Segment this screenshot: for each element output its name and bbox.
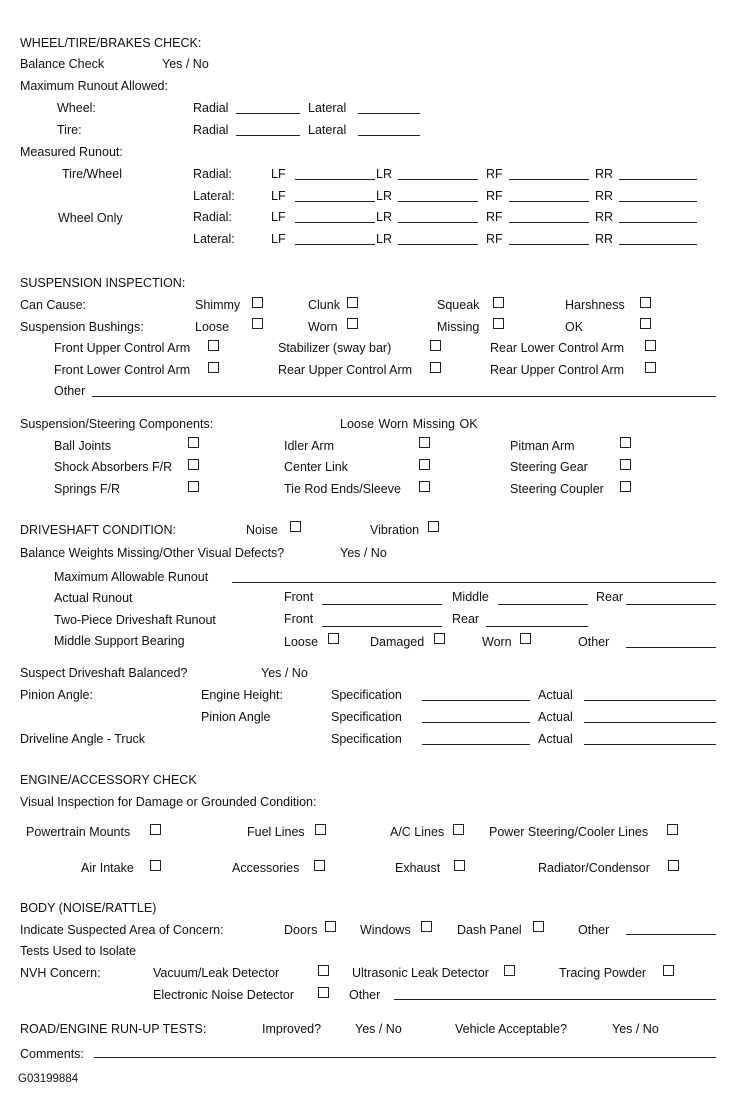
driveline-label: Driveline Angle - Truck [20,732,146,746]
msb-worn-checkbox[interactable] [520,633,531,644]
ruca-label-2: Rear Upper Control Arm [490,363,625,377]
air-intake-checkbox[interactable] [150,860,161,871]
pitman-arm-label: Pitman Arm [510,439,575,453]
vibration-checkbox[interactable] [428,521,439,532]
tracing-checkbox[interactable] [663,965,674,976]
vacuum-label: Vacuum/Leak Detector [153,966,280,980]
pinion-angle-label: Pinion Angle [201,710,271,724]
two-piece-front-field[interactable] [322,626,442,627]
nvh-other-field[interactable] [394,999,716,1000]
noise-checkbox[interactable] [290,521,301,532]
bushings-missing-checkbox[interactable] [493,318,504,329]
lateral-label: Lateral: [193,232,235,246]
specification-label: Specification [331,732,402,746]
accessories-checkbox[interactable] [314,860,325,871]
damaged-label: Damaged [370,635,425,649]
rr-label: RR [595,210,614,224]
shock-absorbers-checkbox[interactable] [188,459,199,470]
radial-label: Radial [193,123,229,137]
fuel-lines-label: Fuel Lines [247,825,305,839]
ball-joints-checkbox[interactable] [188,437,199,448]
pinion-angle-spec-field[interactable] [422,722,530,723]
lf-field[interactable] [295,222,375,223]
lf-label: LF [271,232,286,246]
shock-absorbers-label: Shock Absorbers F/R [54,460,173,474]
worn-label: Worn [482,635,512,649]
comments-label: Comments: [20,1047,84,1061]
rr-field[interactable] [619,222,697,223]
springs-checkbox[interactable] [188,481,199,492]
two-piece-label: Two-Piece Driveshaft Runout [54,613,216,627]
nvh-other-label: Other [349,988,381,1002]
tie-rod-checkbox[interactable] [419,481,430,492]
steering-gear-label: Steering Gear [510,460,588,474]
rear-label: Rear [452,612,480,626]
rf-label: RF [486,210,503,224]
fuca-label: Front Upper Control Arm [54,341,191,355]
bushings-label: Suspension Bushings: [20,320,144,334]
engine-height-label: Engine Height: [201,688,284,702]
clunk-checkbox[interactable] [347,297,358,308]
msb-loose-checkbox[interactable] [328,633,339,644]
ultrasonic-checkbox[interactable] [504,965,515,976]
specification-label: Specification [331,710,402,724]
radial-label: Radial: [193,210,232,224]
rr-label: RR [595,167,614,181]
stabilizer-checkbox[interactable] [430,340,441,351]
radial-label: Radial: [193,167,232,181]
rr-label: RR [595,189,614,203]
max-allowable-field[interactable] [232,582,716,583]
lateral-label: Lateral [308,123,347,137]
tire-label: Tire: [57,123,82,137]
vehicle-acceptable-label: Vehicle Acceptable? [455,1022,567,1036]
lr-label: LR [376,210,392,224]
flca-label: Front Lower Control Arm [54,363,191,377]
wheel-heading: WHEEL/TIRE/BRAKES CHECK: [20,36,202,50]
springs-label: Springs F/R [54,482,120,496]
rf-field[interactable] [509,222,589,223]
squeak-label: Squeak [437,298,480,312]
rr-field[interactable] [619,244,697,245]
middle-label: Middle [452,590,489,604]
rr-field[interactable] [619,201,697,202]
vacuum-checkbox[interactable] [318,965,329,976]
center-link-label: Center Link [284,460,348,474]
ball-joints-label: Ball Joints [54,439,111,453]
engine-heading: ENGINE/ACCESSORY CHECK [20,773,197,787]
rear-label: Rear [596,590,624,604]
lateral-label: Lateral [308,101,347,115]
body-other-label: Other [578,923,610,937]
lf-field[interactable] [295,244,375,245]
center-link-checkbox[interactable] [419,459,430,470]
wheel-lateral-field[interactable] [358,113,420,114]
wheel-label: Wheel: [57,101,96,115]
air-intake-label: Air Intake [81,861,134,875]
steering-gear-checkbox[interactable] [620,459,631,470]
accessories-label: Accessories [232,861,300,875]
lf-label: LF [271,210,286,224]
pitman-arm-checkbox[interactable] [620,437,631,448]
acceptable-yes-no[interactable]: Yes / No [612,1022,659,1036]
rf-field[interactable] [509,201,589,202]
exhaust-checkbox[interactable] [454,860,465,871]
loose-label: Loose [284,635,319,649]
rf-label: RF [486,232,503,246]
lf-field[interactable] [295,179,375,180]
figure-id: G03199884 [18,1073,79,1085]
other-label: Other [578,635,610,649]
suspension-heading: SUSPENSION INSPECTION: [20,276,186,290]
balance-weights-label: Balance Weights Missing/Other Visual Defects? [20,546,285,560]
road-heading: ROAD/ENGINE RUN-UP TESTS: [20,1022,207,1036]
body-heading: BODY (NOISE/RATTLE) [20,901,157,915]
lf-label: LF [271,189,286,203]
indicate-area-label: Indicate Suspected Area of Concern: [20,923,224,937]
idler-arm-label: Idler Arm [284,439,335,453]
flca-checkbox[interactable] [208,362,219,373]
body-other-field[interactable] [626,934,716,935]
tracing-label: Tracing Powder [559,966,647,980]
improved-label: Improved? [262,1022,322,1036]
msb-label: Middle Support Bearing [54,634,185,648]
harshness-checkbox[interactable] [640,297,651,308]
engine-height-spec-field[interactable] [422,700,530,701]
loose-label: Loose [195,320,230,334]
wheel-radial-field[interactable] [236,113,300,114]
balance-weights-yes-no[interactable]: Yes / No [340,546,387,560]
wheel-only-label: Wheel Only [58,211,123,225]
stabilizer-label: Stabilizer (sway bar) [278,341,392,355]
powertrain-checkbox[interactable] [150,824,161,835]
lr-field[interactable] [398,201,478,202]
windows-label: Windows [360,923,411,937]
radiator-checkbox[interactable] [668,860,679,871]
front-label: Front [284,590,314,604]
ac-lines-checkbox[interactable] [453,824,464,835]
power-steering-checkbox[interactable] [667,824,678,835]
powertrain-label: Powertrain Mounts [26,825,131,839]
steering-coupler-checkbox[interactable] [620,481,631,492]
engine-height-actual-field[interactable] [584,700,716,701]
lr-label: LR [376,167,392,181]
lr-field[interactable] [398,179,478,180]
actual-label: Actual [538,688,573,702]
shimmy-checkbox[interactable] [252,297,263,308]
shimmy-label: Shimmy [195,298,241,312]
lr-label: LR [376,232,392,246]
msb-other-field[interactable] [626,647,716,648]
suspension-other-label: Other [54,384,86,398]
ruca-checkbox-2[interactable] [645,362,656,373]
missing-label: Missing [437,320,480,334]
squeak-checkbox[interactable] [493,297,504,308]
balance-check-yes-no[interactable]: Yes / No [162,57,209,71]
ultrasonic-label: Ultrasonic Leak Detector [352,966,489,980]
measured-runout-label: Measured Runout: [20,145,123,159]
radiator-label: Radiator/Condensor [538,861,650,875]
worn-label: Worn [308,320,338,334]
dash-panel-label: Dash Panel [457,923,522,937]
two-piece-rear-field[interactable] [486,626,588,627]
steering-heading: Suspension/Steering Components: [20,417,214,431]
tests-used-label: Tests Used to Isolate [20,944,137,958]
actual-middle-field[interactable] [498,604,588,605]
bushings-worn-checkbox[interactable] [347,318,358,329]
tire-radial-field[interactable] [236,135,300,136]
noise-label: Noise [246,523,278,537]
electronic-noise-checkbox[interactable] [318,987,329,998]
rf-field[interactable] [509,179,589,180]
visual-inspection-label: Visual Inspection for Damage or Grounded Condition: [20,795,317,809]
suspect-balanced-label: Suspect Driveshaft Balanced? [20,666,188,680]
doors-checkbox[interactable] [325,921,336,932]
rf-field[interactable] [509,244,589,245]
bushings-ok-checkbox[interactable] [640,318,651,329]
exhaust-label: Exhaust [395,861,441,875]
driveline-actual-field[interactable] [584,744,716,745]
actual-runout-label: Actual Runout [54,591,133,605]
actual-label: Actual [538,732,573,746]
lateral-label: Lateral: [193,189,235,203]
driveshaft-heading: DRIVESHAFT CONDITION: [20,523,177,537]
lr-label: LR [376,189,392,203]
lr-field[interactable] [398,244,478,245]
idler-arm-checkbox[interactable] [419,437,430,448]
rr-label: RR [595,232,614,246]
doors-label: Doors [284,923,318,937]
clunk-label: Clunk [308,298,340,312]
electronic-noise-label: Electronic Noise Detector [153,988,295,1002]
ok-label: OK [565,320,584,334]
comments-field[interactable] [94,1057,716,1058]
front-label: Front [284,612,314,626]
max-allowable-label: Maximum Allowable Runout [54,570,209,584]
driveline-spec-field[interactable] [422,744,530,745]
actual-rear-field[interactable] [626,604,716,605]
power-steering-label: Power Steering/Cooler Lines [489,825,649,839]
ruca-label: Rear Upper Control Arm [278,363,413,377]
can-cause-label: Can Cause: [20,298,87,312]
dash-panel-checkbox[interactable] [533,921,544,932]
vibration-label: Vibration [370,523,420,537]
pinion-label: Pinion Angle: [20,688,93,702]
nvh-concern-label: NVH Concern: [20,966,101,980]
lf-field[interactable] [295,201,375,202]
rf-label: RF [486,167,503,181]
msb-damaged-checkbox[interactable] [434,633,445,644]
actual-label: Actual [538,710,573,724]
tire-lateral-field[interactable] [358,135,420,136]
rlca-label: Rear Lower Control Arm [490,341,625,355]
ruca-checkbox[interactable] [430,362,441,373]
ac-lines-label: A/C Lines [390,825,445,839]
balance-check-label: Balance Check [20,57,105,71]
radial-label: Radial [193,101,229,115]
pinion-angle-actual-field[interactable] [584,722,716,723]
lr-field[interactable] [398,222,478,223]
actual-front-field[interactable] [322,604,442,605]
rr-field[interactable] [619,179,697,180]
rlca-checkbox[interactable] [645,340,656,351]
rf-label: RF [486,189,503,203]
specification-label: Specification [331,688,402,702]
max-runout-label: Maximum Runout Allowed: [20,79,168,93]
steering-column-headers: Loose Worn Missing OK [340,417,478,431]
tie-rod-label: Tie Rod Ends/Sleeve [284,482,401,496]
suspension-other-field[interactable] [92,396,716,397]
steering-coupler-label: Steering Coupler [510,482,604,496]
suspect-balanced-yes-no[interactable]: Yes / No [261,666,308,680]
lf-label: LF [271,167,286,181]
improved-yes-no[interactable]: Yes / No [355,1022,402,1036]
fuel-lines-checkbox[interactable] [315,824,326,835]
windows-checkbox[interactable] [421,921,432,932]
tire-wheel-label: Tire/Wheel [62,167,122,181]
fuca-checkbox[interactable] [208,340,219,351]
bushings-loose-checkbox[interactable] [252,318,263,329]
harshness-label: Harshness [565,298,625,312]
